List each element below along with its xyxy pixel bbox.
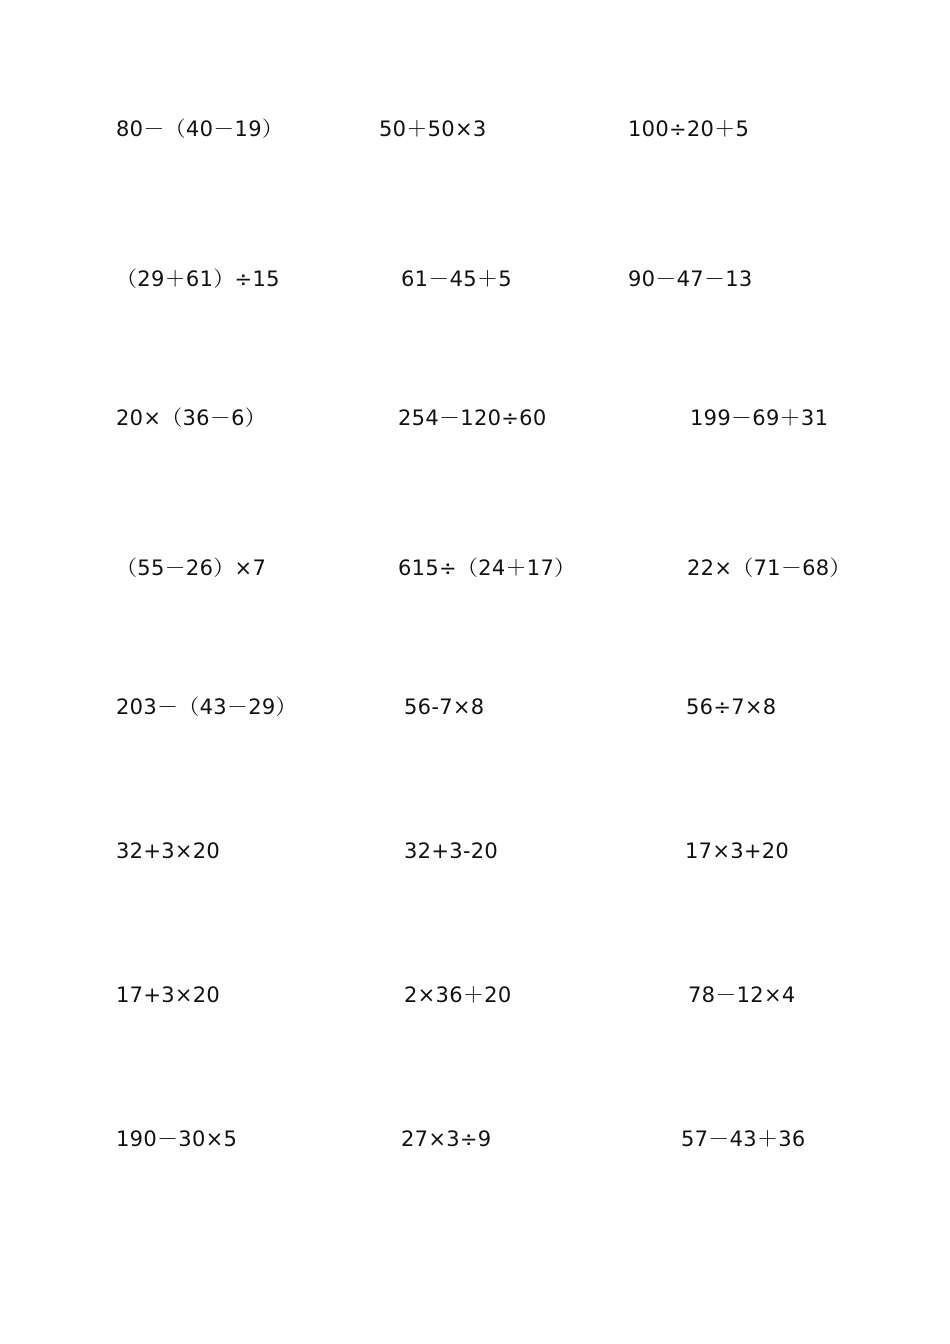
problem-1-1: 80－（40－19） <box>116 117 284 141</box>
problem-2-1: （29＋61）÷15 <box>116 267 280 291</box>
problem-3-3: 199－69＋31 <box>690 406 829 430</box>
problem-5-1: 203－（43－29） <box>116 695 297 719</box>
problem-2-2: 61－45＋5 <box>401 267 512 291</box>
problem-3-2: 254－120÷60 <box>398 406 547 430</box>
problem-8-1: 190－30×5 <box>116 1127 238 1151</box>
problem-4-2: 615÷（24＋17） <box>398 556 576 580</box>
problem-7-1: 17+3×20 <box>116 983 221 1007</box>
problem-6-2: 32+3-20 <box>404 839 499 863</box>
problem-3-1: 20×（36－6） <box>116 406 267 430</box>
problem-5-2: 56-7×8 <box>404 695 485 719</box>
problem-6-1: 32+3×20 <box>116 839 221 863</box>
problem-8-2: 27×3÷9 <box>401 1127 492 1151</box>
problem-1-2: 50＋50×3 <box>379 117 487 141</box>
problem-1-3: 100÷20＋5 <box>628 117 750 141</box>
problem-4-1: （55－26）×7 <box>116 556 267 580</box>
problem-7-2: 2×36＋20 <box>404 983 512 1007</box>
problem-4-3: 22×（71－68） <box>687 556 851 580</box>
problem-8-3: 57－43＋36 <box>681 1127 806 1151</box>
problem-2-3: 90－47－13 <box>628 267 753 291</box>
problem-6-3: 17×3+20 <box>685 839 790 863</box>
problem-5-3: 56÷7×8 <box>686 695 777 719</box>
problem-7-3: 78－12×4 <box>688 983 796 1007</box>
